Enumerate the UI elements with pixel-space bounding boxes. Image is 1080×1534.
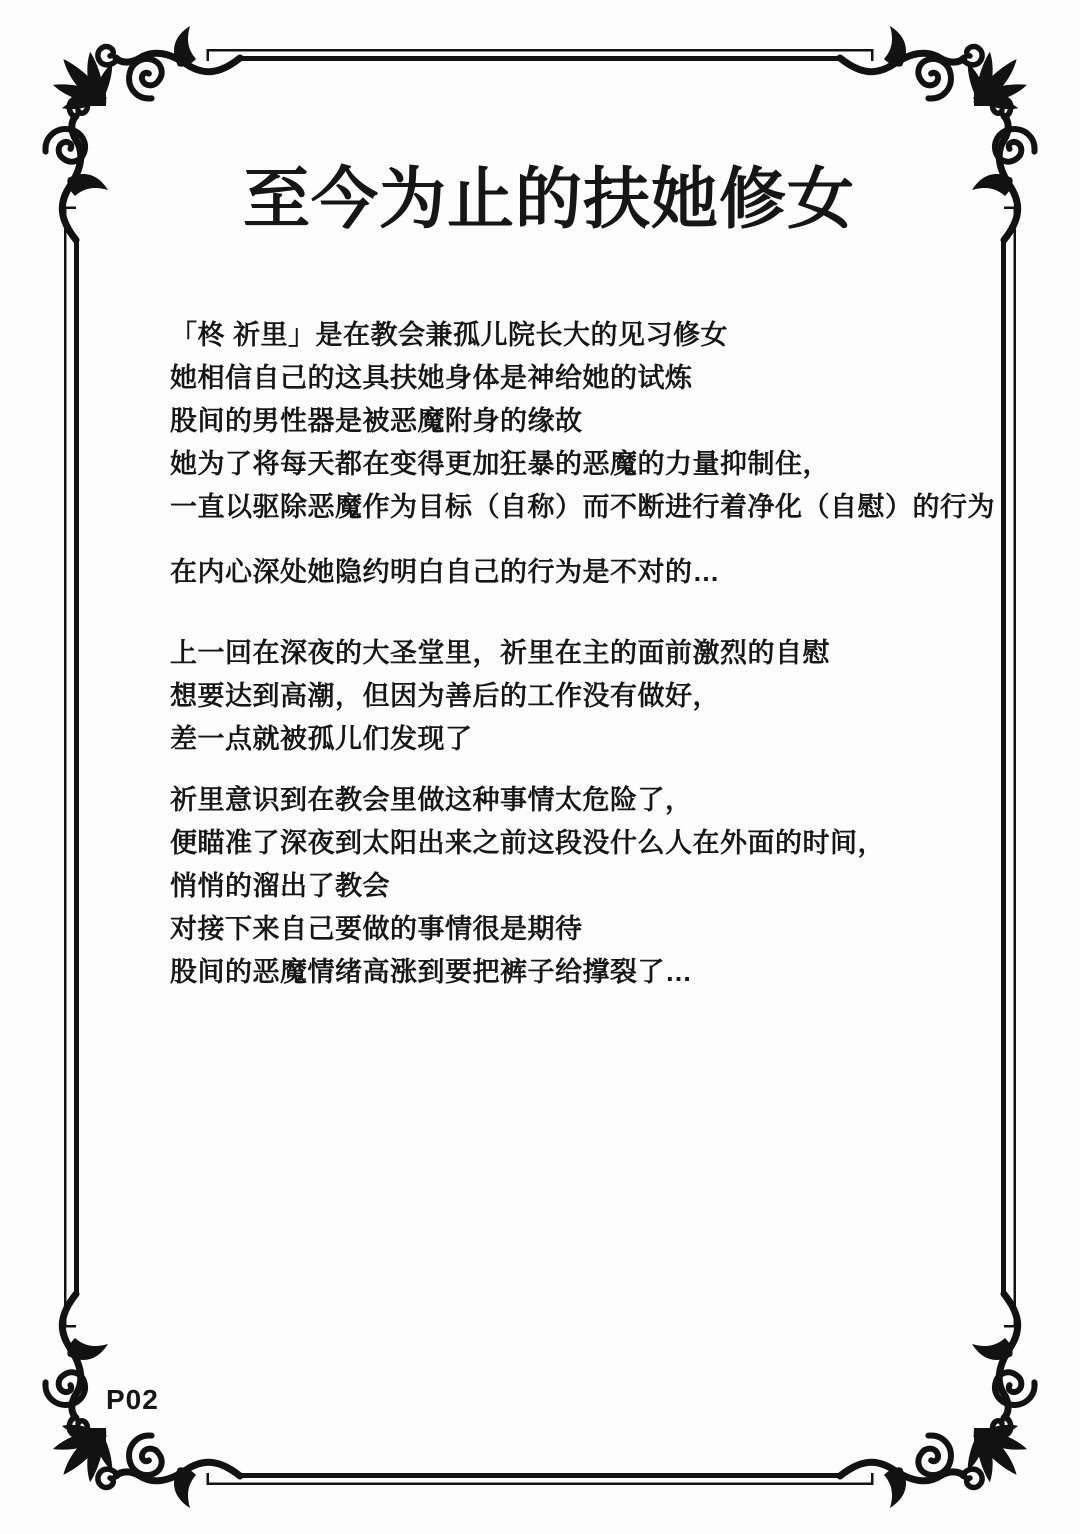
body-text bbox=[170, 314, 995, 994]
text-line: 一直以驱除恶魔作为目标（自称）而不断进行着净化（自慰）的行为 bbox=[170, 492, 995, 522]
page-number: P02 bbox=[106, 1384, 159, 1415]
text-line: 想要达到高潮，但因为善后的工作没有做好， bbox=[170, 681, 720, 711]
paragraph bbox=[170, 632, 960, 761]
text-line: 她相信自己的这具扶她身体是神给她的试炼 bbox=[170, 363, 693, 393]
text-line: 悄悄的溜出了教会 bbox=[170, 871, 390, 901]
text-line: 上一回在深夜的大圣堂里，祈里在主的面前激烈的自慰 bbox=[170, 638, 830, 668]
paragraph bbox=[170, 551, 960, 594]
paragraph bbox=[170, 779, 960, 994]
text-line: 对接下来自己要做的事情很是期待 bbox=[170, 914, 583, 944]
page-title: 至今为止的扶她修女 bbox=[243, 162, 855, 237]
text-line: 股间的男性器是被恶魔附身的缘故 bbox=[170, 406, 583, 436]
text-line: 便瞄准了深夜到太阳出来之前这段没什么人在外面的时间， bbox=[170, 828, 885, 858]
corner-flourish-bottom-right bbox=[840, 1294, 1044, 1508]
text-line: 差一点就被孤儿们发现了 bbox=[170, 724, 473, 754]
text-line: 「柊 祈里」是在教会兼孤儿院长大的见习修女 bbox=[170, 320, 729, 350]
paragraph bbox=[170, 314, 995, 529]
text-line: 祈里意识到在教会里做这种事情太危险了， bbox=[170, 785, 693, 815]
text-line: 股间的恶魔情绪高涨到要把裤子给撑裂了… bbox=[170, 957, 693, 987]
text-line: 她为了将每天都在变得更加狂暴的恶魔的力量抑制住， bbox=[170, 449, 830, 479]
text-line: 在内心深处她隐约明白自己的行为是不对的… bbox=[170, 557, 720, 587]
